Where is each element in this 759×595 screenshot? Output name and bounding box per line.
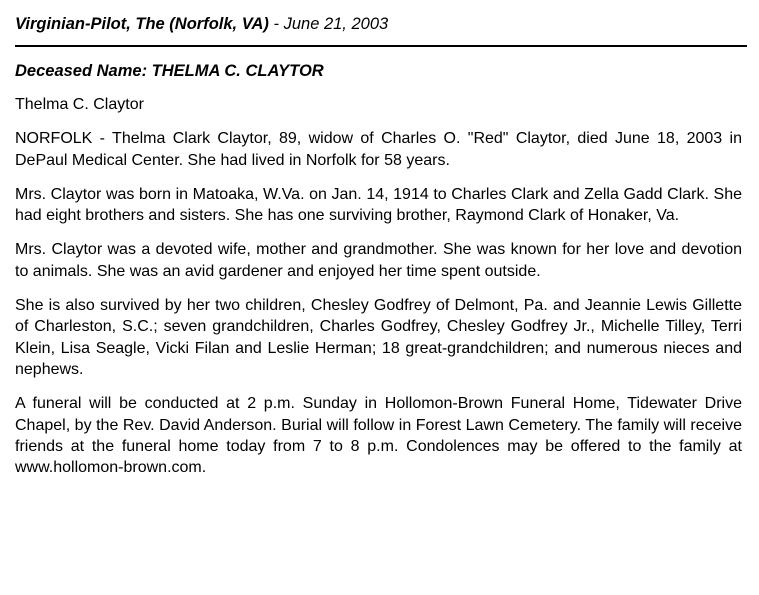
deceased-label: Deceased Name: bbox=[15, 62, 152, 80]
paragraph-personal: Mrs. Claytor was a devoted wife, mother and grandmother. She was known for her love and devotion to animals. She was an avid gardener and enjoyed her time spent outside. bbox=[15, 241, 742, 280]
paragraph-survivors: She is also survived by her two children, Chesley Godfrey of Delmont, Pa. and Jeannie Lewis Gillette of Charleston, S.C.; seven grandchildren, Charles Godfrey, Chesley Godfrey Jr., Michelle Tilley, Terri Klein, Lisa Seagle, Vicki Filan and Leslie Herman; 18 great-grandchildren; and numerous nieces and nephews. bbox=[15, 297, 742, 378]
deceased-name-heading bbox=[15, 60, 745, 82]
obituary-body bbox=[15, 94, 742, 478]
header-divider bbox=[15, 45, 747, 47]
publication-name: Virginian-Pilot, The (Norfolk, VA) bbox=[15, 15, 269, 33]
header-separator: - bbox=[268, 15, 284, 33]
paragraph-birth: Mrs. Claytor was born in Matoaka, W.Va. on Jan. 14, 1914 to Charles Clark and Zella Gadd Clark. She had eight brothers and sisters. She has one surviving brother, Raymond Clark of Honaker, Va. bbox=[15, 185, 742, 225]
name-line: Thelma C. Claytor bbox=[15, 96, 144, 113]
publication-date: June 21, 2003 bbox=[283, 15, 389, 33]
deceased-name: THELMA C. CLAYTOR bbox=[151, 62, 324, 80]
paragraph-funeral: A funeral will be conducted at 2 p.m. Sunday in Hollomon-Brown Funeral Home, Tidewater Drive Chapel, by the Rev. David Anderson. Burial will follow in Forest Lawn Cemetery. The family will receive friends at the funeral home today from 7 to 8 p.m. Condolences may be offered to the family at www.hollomon-brown.com. bbox=[15, 395, 742, 477]
publication-header bbox=[15, 0, 745, 35]
paragraph-intro: NORFOLK - Thelma Clark Claytor, 89, widow of Charles O. "Red" Claytor, died June 18, 2003 in DePaul Medical Center. She had lived in Norfolk for 58 years. bbox=[15, 130, 742, 169]
